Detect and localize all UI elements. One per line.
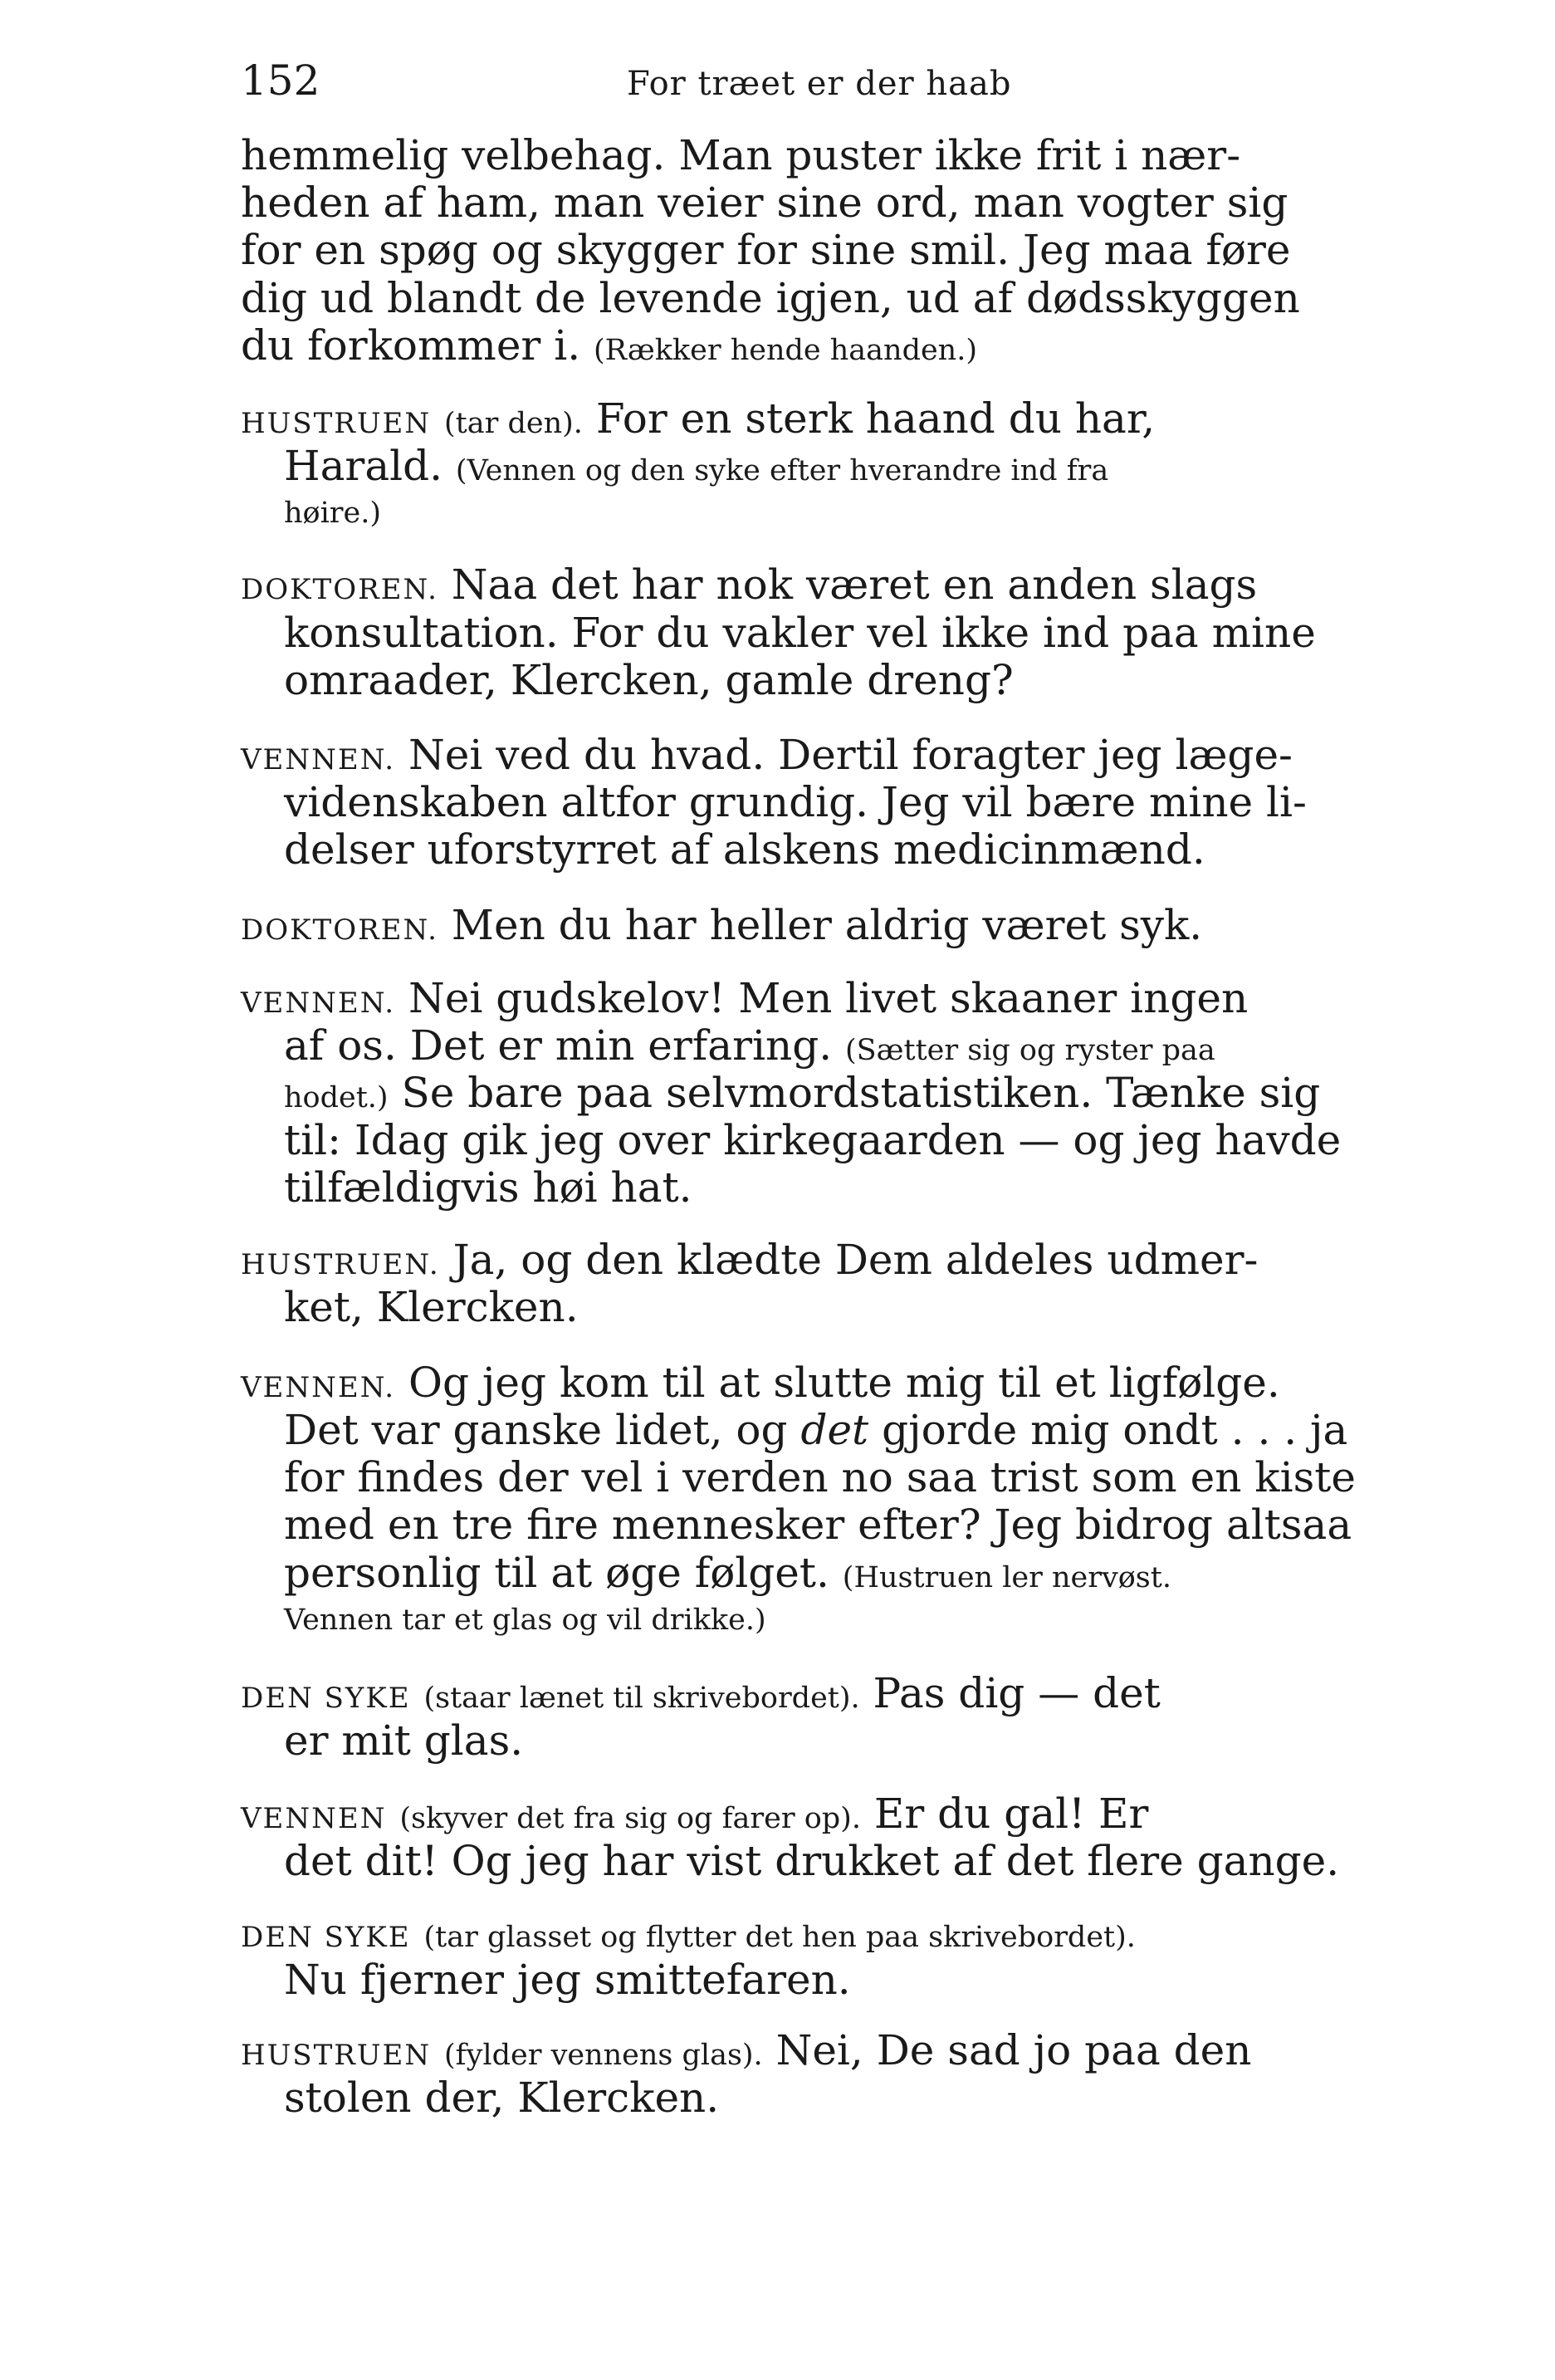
stage-direction: (Sætter sig og ryster paa bbox=[845, 1034, 1215, 1067]
stage-direction: hodet.) bbox=[284, 1081, 389, 1114]
dialogue-line: HUSTRUEN. Ja, og den klædte Dem aldeles udmer- bbox=[241, 1236, 1259, 1284]
text-line: hodet.) Se bare paa selvmordstatistiken. Tænke sig bbox=[284, 1069, 1321, 1117]
dialogue-line: VENNEN. Nei gudskelov! Men livet skaaner ingen bbox=[241, 974, 1249, 1022]
speaker-name: DEN SYKE bbox=[241, 1921, 411, 1954]
running-title: For træet er der haab bbox=[627, 65, 1012, 103]
text-line: stolen der, Klercken. bbox=[284, 2074, 720, 2122]
dialogue-line: VENNEN. Nei ved du hvad. Dertil foragter jeg læge- bbox=[241, 731, 1293, 779]
page-header bbox=[241, 51, 1436, 110]
speaker-name: VENNEN. bbox=[241, 743, 396, 776]
dialogue-line: VENNEN. Og jeg kom til at slutte mig til et ligfølge. bbox=[241, 1359, 1280, 1407]
stage-direction: (Hustruen ler nervøst. bbox=[842, 1561, 1171, 1594]
text-line: heden af ham, man veier sine ord, man vogter sig bbox=[241, 179, 1288, 227]
dialogue-line: DOKTOREN. Men du har heller aldrig været syk. bbox=[241, 901, 1203, 949]
stage-direction: (tar den). bbox=[444, 407, 583, 440]
stage-direction: (Vennen og den syke efter hverandre ind fra bbox=[455, 454, 1109, 487]
dialogue-line: VENNEN (skyver det fra sig og farer op). Er du gal! Er bbox=[241, 1790, 1149, 1838]
speaker-name: HUSTRUEN bbox=[241, 2039, 432, 2072]
stage-direction: (Rækker hende haanden.) bbox=[594, 334, 978, 367]
text-line: for en spøg og skygger for sine smil. Jeg maa føre bbox=[241, 226, 1291, 274]
stage-direction: (fylder vennens glas). bbox=[444, 2039, 763, 2072]
text-line: hemmelig velbehag. Man puster ikke frit i nær- bbox=[241, 131, 1241, 179]
speaker-name: VENNEN. bbox=[241, 987, 396, 1020]
dialogue-line: DOKTOREN. Naa det har nok været en anden slags bbox=[241, 561, 1258, 609]
text-line: med en tre fire mennesker efter? Jeg bidrog altsaa bbox=[284, 1501, 1352, 1549]
text-line: det dit! Og jeg har vist drukket af det flere gange. bbox=[284, 1837, 1340, 1885]
speaker-name: DOKTOREN. bbox=[241, 913, 438, 947]
text-line: personlig til at øge følget. (Hustruen ler nervøst. bbox=[284, 1549, 1171, 1597]
text-line: af os. Det er min erfaring. (Sætter sig og ryster paa bbox=[284, 1021, 1215, 1070]
dialogue-line: HUSTRUEN (tar den). For en sterk haand du har, bbox=[241, 394, 1156, 443]
stage-direction: (tar glasset og flytter det hen paa skrivebordet). bbox=[423, 1921, 1136, 1954]
stage-direction: (skyver det fra sig og farer op). bbox=[399, 1802, 861, 1835]
text-line: omraader, Klercken, gamle dreng? bbox=[284, 656, 1014, 704]
text-line: for findes der vel i verden no saa trist som en kiste bbox=[284, 1453, 1356, 1501]
page-number: 152 bbox=[241, 56, 320, 105]
stage-direction: (staar lænet til skrivebordet). bbox=[423, 1682, 860, 1715]
text-line: delser uforstyrret af alskens medicinmænd. bbox=[284, 825, 1205, 874]
stage-direction: Vennen tar et glas og vil drikke.) bbox=[284, 1604, 766, 1637]
text-line: Nu fjerner jeg smittefaren. bbox=[284, 1956, 851, 2004]
speaker-name: HUSTRUEN bbox=[241, 407, 432, 440]
dialogue-line: DEN SYKE (staar lænet til skrivebordet). Pas dig — det bbox=[241, 1669, 1161, 1717]
speaker-name: VENNEN bbox=[241, 1802, 387, 1835]
speaker-name: DOKTOREN. bbox=[241, 573, 438, 606]
stage-direction: høire.) bbox=[284, 497, 382, 530]
text-line: Harald. (Vennen og den syke efter hverandre ind fra bbox=[284, 442, 1109, 490]
text-line: til: Idag gik jeg over kirkegaarden — og jeg havde bbox=[284, 1116, 1342, 1164]
text-line: tilfældigvis høi hat. bbox=[284, 1163, 692, 1212]
speaker-name: HUSTRUEN. bbox=[241, 1248, 440, 1281]
text-line: dig ud blandt de levende igjen, ud af dødsskyggen bbox=[241, 274, 1300, 322]
text-line: ket, Klercken. bbox=[284, 1283, 579, 1331]
speaker-name: DEN SYKE bbox=[241, 1682, 411, 1715]
text-line: er mit glas. bbox=[284, 1716, 524, 1765]
speaker-name: VENNEN. bbox=[241, 1371, 396, 1404]
text-line: du forkommer i. (Rækker hende haanden.) bbox=[241, 321, 978, 370]
text-line: konsultation. For du vakler vel ikke ind paa mine bbox=[284, 609, 1316, 657]
emphasis: det bbox=[800, 1406, 869, 1454]
text-line: videnskaben altfor grundig. Jeg vil bære mine li- bbox=[284, 778, 1307, 826]
text-line: Det var ganske lidet, og det gjorde mig ondt . . . ja bbox=[284, 1406, 1348, 1454]
dialogue-line: HUSTRUEN (fylder vennens glas). Nei, De sad jo paa den bbox=[241, 2026, 1252, 2074]
